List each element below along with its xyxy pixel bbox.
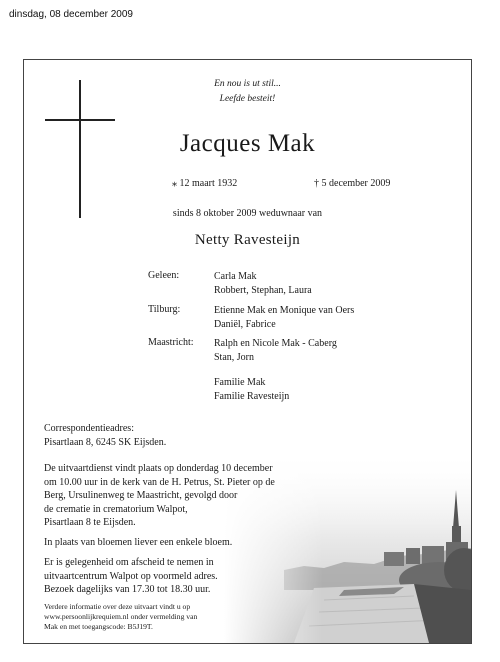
- family-name-line: Daniël, Fabrice: [214, 318, 276, 330]
- family-name-line: Carla Mak: [214, 271, 257, 282]
- family-names-tilburg: [214, 304, 354, 331]
- service-line: De uitvaartdienst vindt plaats op donderdag 10 december: [44, 463, 273, 474]
- service-line: Pisartlaan 8 te Eijsden.: [44, 517, 136, 528]
- motto-line-2: Leefde besteit!: [219, 94, 276, 104]
- service-line: om 10.00 uur in de kerk van de H. Petrus, St. Pieter op de: [44, 476, 275, 488]
- family-name-line: Familie Mak: [214, 377, 266, 388]
- motto-line-1: En nou is ut stil...: [214, 79, 281, 89]
- family-name-line: Robbert, Stephan, Laura: [214, 284, 312, 296]
- spouse-name: Netty Ravesteijn: [194, 232, 301, 248]
- correspondence-address: [44, 422, 166, 449]
- publication-date: dinsdag, 08 december 2009: [9, 9, 133, 20]
- birth-date: ⁎ 12 maart 1932: [172, 178, 238, 189]
- family-names-extended: [214, 376, 289, 403]
- correspondence-label: Correspondentieadres:: [44, 423, 134, 434]
- family-place-geleen: Geleen:: [148, 270, 180, 281]
- obituary-notice: [23, 59, 472, 644]
- death-date: † 5 december 2009: [314, 178, 391, 189]
- widower-line: sinds 8 oktober 2009 weduwnaar van: [172, 208, 323, 219]
- footer-info: [44, 602, 197, 632]
- deceased-name: Jacques Mak: [179, 130, 316, 157]
- family-name-line: Stan, Jorn: [214, 351, 254, 363]
- footer-line: www.persoonlijkrequiem.nl onder vermelding van: [44, 612, 198, 621]
- family-name-line: Etienne Mak en Monique van Oers: [214, 305, 355, 316]
- flowers-note: In plaats van bloemen liever een enkele bloem.: [44, 537, 233, 548]
- footer-line: Mak en met toegangscode: B5J19T.: [44, 622, 153, 631]
- family-names-maastricht: [214, 337, 337, 364]
- farewell-line: uitvaartcentrum Walpot op voormeld adres.: [44, 570, 218, 582]
- farewell-line: Bezoek dagelijks van 17.30 tot 18.30 uur.: [44, 584, 211, 595]
- service-line: de crematie in crematorium Walpot,: [44, 503, 188, 515]
- farewell-info: [44, 556, 218, 597]
- family-names-geleen: [214, 270, 312, 297]
- family-place-tilburg: Tilburg:: [148, 304, 181, 315]
- family-place-maastricht: Maastricht:: [148, 337, 194, 348]
- service-line: Berg, Ursulinenweg te Maastricht, gevolgd door: [44, 490, 238, 501]
- cross-symbol-bar: [45, 119, 115, 121]
- footer-line: Verdere informatie over deze uitvaart vindt u op: [44, 602, 191, 611]
- funeral-service-text: [44, 462, 275, 530]
- correspondence-value: Pisartlaan 8, 6245 SK Eijsden.: [44, 436, 167, 448]
- family-name-line: Familie Ravesteijn: [214, 390, 290, 402]
- farewell-line: Er is gelegenheid om afscheid te nemen in: [44, 557, 214, 568]
- family-name-line: Ralph en Nicole Mak - Caberg: [214, 338, 337, 349]
